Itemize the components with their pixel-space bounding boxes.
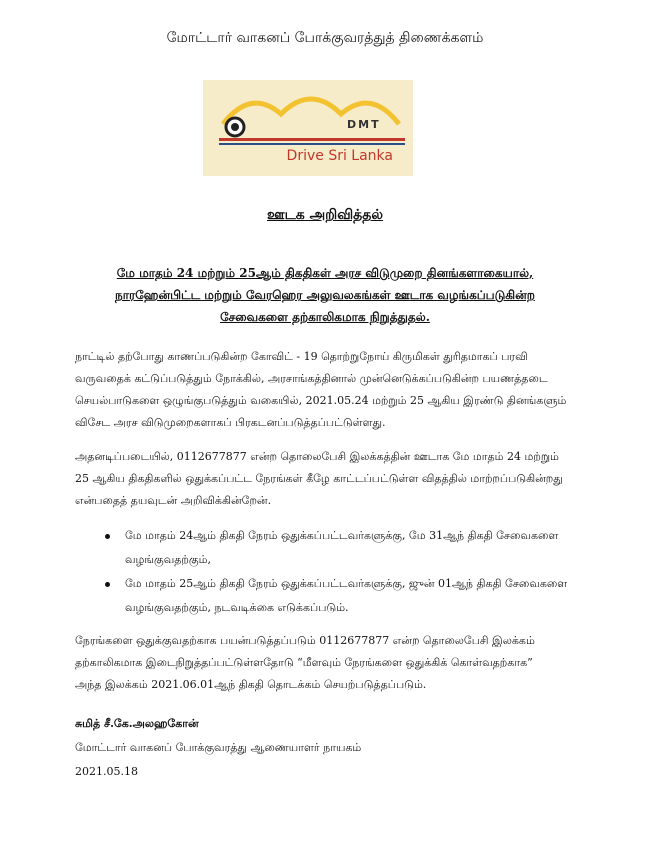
paragraph-line: என்பதைத் தயவுடன் அறிவிக்கின்றேன். — [75, 494, 272, 507]
signature-block — [75, 712, 361, 784]
notice-date: 2021.05.18 — [75, 765, 138, 778]
bullet-dot-icon — [105, 582, 110, 587]
dmt-logo — [203, 80, 413, 176]
signatory-designation: மோட்டார் வாகனப் போக்குவரத்து ஆணையாளர் நாயகம் — [75, 741, 362, 754]
paragraph-line: விசேட அரச விடுமுறைகளாகப் பிரகடனப்படுத்தப்பட்டுள்ளது. — [75, 416, 386, 429]
bullet-line: மே மாதம் 24ஆம் திகதி நேரம் ஒதுக்கப்பட்டவர்களுக்கு, மே 31ஆந் திகதி சேவைகளை — [125, 529, 559, 542]
bullet-dot-icon — [105, 534, 110, 539]
bullet-item — [105, 524, 575, 572]
paragraph-2 — [75, 446, 575, 512]
subject-line: மே மாதம் 24 மற்றும் 25ஆம் திகதிகள் அரச விடுமுறை தினங்களாகையால், — [116, 266, 534, 280]
paragraph-line: செயல்பாடுகளை ஒழுங்குபடுத்தும் வகையில், 2021.05.24 மற்றும் 25 ஆகிய இரண்டு தினங்களும் — [75, 394, 567, 407]
bullet-line: மே மாதம் 25ஆம் திகதி நேரம் ஒதுக்கப்பட்டவர்களுக்கு, ஜுன் 01ஆந் திகதி சேவைகளை — [125, 577, 568, 590]
subject-line: சேவைகளை தற்காலிகமாக நிறுத்துதல். — [220, 310, 430, 324]
bullet-line: வழங்குவதற்கும், — [125, 553, 211, 566]
paragraph-line: வருவதைக் கட்டுப்படுத்தும் நோக்கில், அரசாங்கத்தினால் முன்னெடுக்கப்படுகின்ற பயணத்தடை — [75, 372, 548, 385]
bullet-list — [105, 524, 575, 620]
paragraph-line: நாட்டில் தற்போது காணப்படுகின்ற கோவிட் - 19 தொற்றுநோய் கிருமிகள் துரிதமாகப் பரவி — [75, 350, 528, 363]
logo-tagline: Drive Sri Lanka — [286, 148, 393, 164]
notice-title: ஊடக அறிவித்தல் — [267, 207, 383, 223]
signatory-name: சுமித் சீ.கே.அலஹகோன் — [75, 717, 199, 730]
paragraph-line: அதனடிப்படையில், 0112677877 என்ற தொலைபேசி இலக்கத்தின் ஊடாக மே மாதம் 24 மற்றும் — [75, 450, 559, 463]
paragraph-line: நேரங்களை ஒதுக்குவதற்காக பயன்படுத்தப்படும் 0112677877 என்ற தொலைபேசி இலக்கம் — [75, 634, 535, 647]
bullet-item — [105, 572, 575, 620]
subject-line: நாரஹேன்பிட்ட மற்றும் வேரஹெர அலுவலகங்கள் ஊடாக வழங்கப்படுகின்ற — [115, 288, 535, 302]
paragraph-line: அந்த இலக்கம் 2021.06.01ஆந் திகதி தொடக்கம் செயற்படுத்தப்படும். — [75, 678, 427, 691]
paragraph-1 — [75, 346, 575, 434]
department-header: மோட்டார் வாகனப் போக்குவரத்துத் திணைக்களம் — [166, 30, 484, 46]
logo-dmt-text: DMT — [347, 118, 381, 131]
bullet-line: வழங்குவதற்கும், நடவடிக்கை எடுக்கப்படும். — [125, 601, 349, 614]
paragraph-line: 25 ஆகிய திகதிகளில் ஒதுக்கப்பட்ட நேரங்கள் கீழே காட்டப்பட்டுள்ள விதத்தில் மாற்றப்படுகின்றது — [75, 472, 563, 485]
notice-subject — [75, 262, 575, 328]
paragraph-3 — [75, 630, 575, 696]
paragraph-line: தற்காலிகமாக இடைநிறுத்தப்பட்டுள்ளதோடு “மீளவும் நேரங்களை ஒதுக்கிக் கொள்வதற்காக” — [75, 656, 533, 669]
